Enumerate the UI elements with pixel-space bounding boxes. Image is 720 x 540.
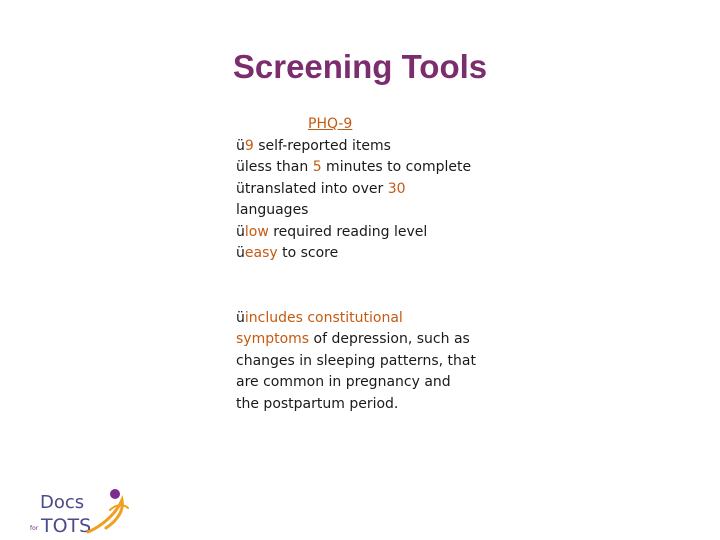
checkmark-icon: ü	[236, 137, 245, 154]
docs-for-tots-logo	[26, 486, 136, 538]
item-text: translated into over	[244, 180, 388, 197]
checkmark-icon: ü	[236, 245, 245, 261]
item-text: languages	[236, 202, 309, 218]
checkmark-icon: ü	[236, 180, 245, 197]
highlight-text: 30	[387, 180, 406, 197]
logo-tots-text: TOTS	[41, 515, 92, 537]
logo-dot-icon	[110, 489, 120, 499]
checkmark-icon: ü	[236, 309, 245, 326]
list-item	[236, 179, 476, 222]
list-item	[236, 222, 476, 244]
highlight-text: easy	[244, 245, 278, 261]
slide-title: Screening Tools	[232, 48, 488, 85]
item-text: minutes to complete	[321, 159, 472, 175]
checkmark-icon: ü	[236, 223, 245, 240]
list-item	[236, 136, 476, 158]
spacer	[236, 265, 476, 308]
logo-docs-text: Docs	[40, 492, 85, 513]
slide-body	[236, 114, 476, 415]
checkmark-icon: ü	[236, 159, 245, 175]
item-text: less than	[244, 159, 313, 175]
list-item	[236, 243, 476, 265]
highlight-text: 9	[244, 137, 254, 154]
highlight-text: low	[244, 223, 269, 240]
item-text: required reading level	[268, 223, 428, 240]
highlight-text: 5	[312, 159, 322, 175]
paragraph	[236, 308, 476, 416]
list-item	[236, 157, 476, 179]
item-text: self-reported items	[253, 137, 391, 154]
item-text: to score	[277, 245, 339, 261]
logo-for-text: for	[30, 525, 39, 532]
paragraph-text: of depression, such as changes in sleeping patterns, that are common in pregnancy and the postpartum period.	[236, 331, 476, 412]
highlight-text: includes constitutional symptoms	[236, 309, 403, 347]
section-heading: PHQ-9	[308, 116, 353, 132]
